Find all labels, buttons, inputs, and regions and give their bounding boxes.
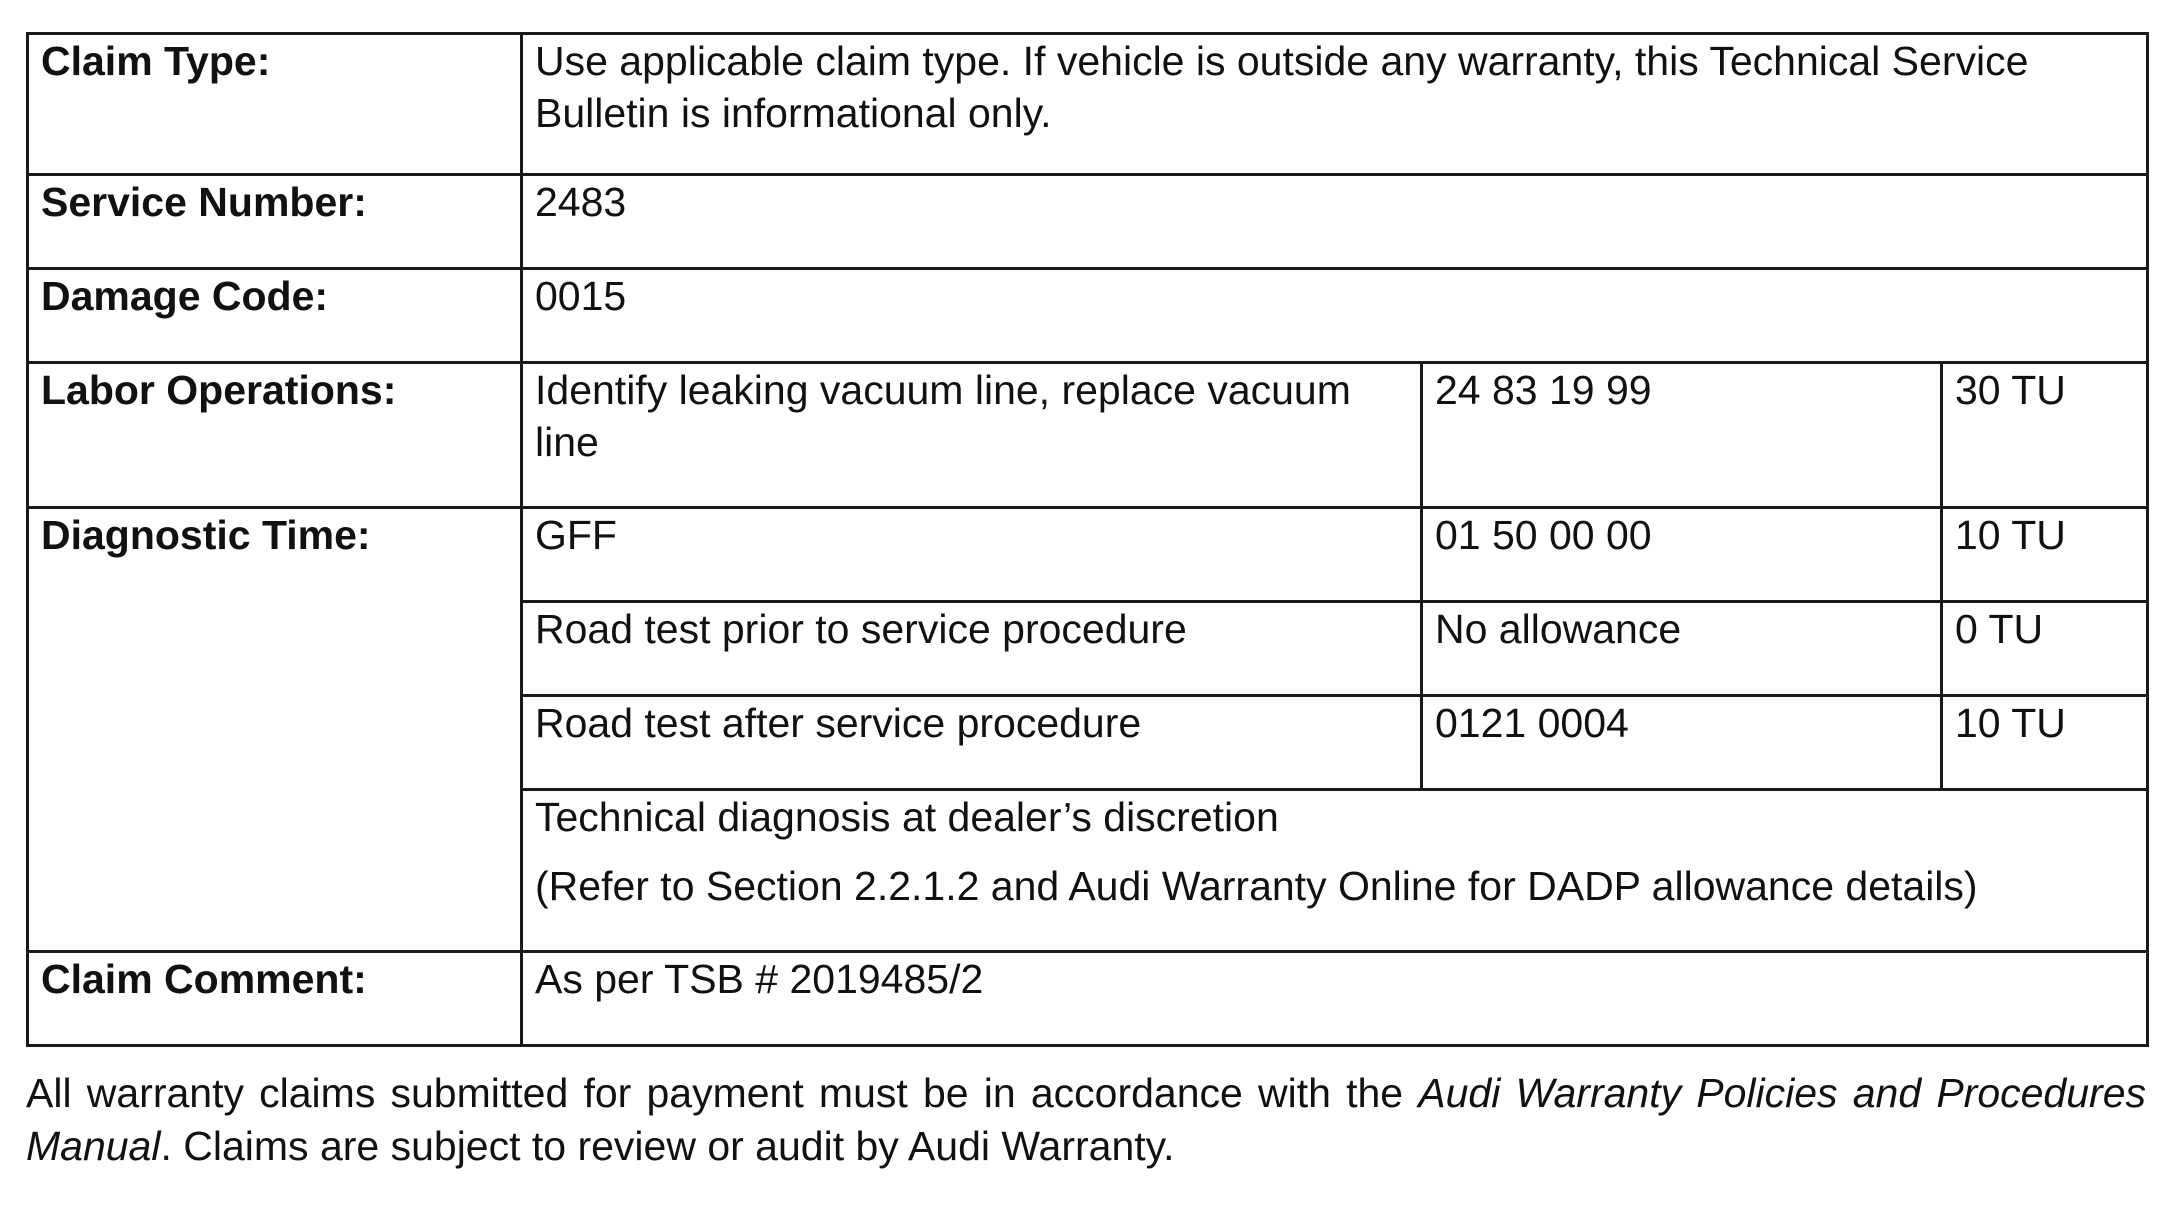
warranty-claim-table xyxy=(26,32,2149,1047)
diagnostic-time-value: 0 TU xyxy=(1942,602,2148,696)
claim-type-row xyxy=(28,34,2148,175)
claim-type-label: Claim Type: xyxy=(28,34,522,175)
service-number-value: 2483 xyxy=(522,175,2148,269)
damage-code-row xyxy=(28,269,2148,363)
claim-comment-label: Claim Comment: xyxy=(28,952,522,1046)
technical-diagnosis-line: Technical diagnosis at dealer’s discretion xyxy=(535,794,1279,840)
labor-operations-label: Labor Operations: xyxy=(28,363,522,508)
diagnostic-description: GFF xyxy=(522,508,1422,602)
diagnostic-description: Road test prior to service procedure xyxy=(522,602,1422,696)
diagnostic-code: 01 50 00 00 xyxy=(1422,508,1942,602)
labor-operation-description: Identify leaking vacuum line, replace vacuum line xyxy=(522,363,1422,508)
technical-diagnosis-note xyxy=(522,790,2148,952)
labor-operations-row xyxy=(28,363,2148,508)
manual-title: Audi Warranty Policies and Procedures Manual xyxy=(26,1070,2146,1169)
claim-type-value: Use applicable claim type. If vehicle is outside any warranty, this Technical Service Bulletin is informational only. xyxy=(522,34,2148,175)
damage-code-label: Damage Code: xyxy=(28,269,522,363)
claim-comment-row xyxy=(28,952,2148,1046)
diagnostic-code: 0121 0004 xyxy=(1422,696,1942,790)
footer-text-after: . Claims are subject to review or audit by Audi Warranty. xyxy=(160,1123,1175,1169)
service-number-row xyxy=(28,175,2148,269)
diagnostic-time-label: Diagnostic Time: xyxy=(28,508,522,952)
technical-diagnosis-reference: (Refer to Section 2.2.1.2 and Audi Warranty Online for DADP allowance details) xyxy=(535,863,1978,909)
diagnostic-time-value: 10 TU xyxy=(1942,696,2148,790)
damage-code-value: 0015 xyxy=(522,269,2148,363)
diagnostic-description: Road test after service procedure xyxy=(522,696,1422,790)
warranty-section xyxy=(26,32,2146,1214)
labor-operation-code: 24 83 19 99 xyxy=(1422,363,1942,508)
diagnostic-row xyxy=(28,508,2148,602)
labor-operation-time: 30 TU xyxy=(1942,363,2148,508)
diagnostic-time-value: 10 TU xyxy=(1942,508,2148,602)
service-number-label: Service Number: xyxy=(28,175,522,269)
warranty-footer-note xyxy=(26,1067,2146,1173)
footer-text-before: All warranty claims submitted for payment must be in accordance with the xyxy=(26,1070,1419,1116)
diagnostic-code: No allowance xyxy=(1422,602,1942,696)
claim-comment-value: As per TSB # 2019485/2 xyxy=(522,952,2148,1046)
